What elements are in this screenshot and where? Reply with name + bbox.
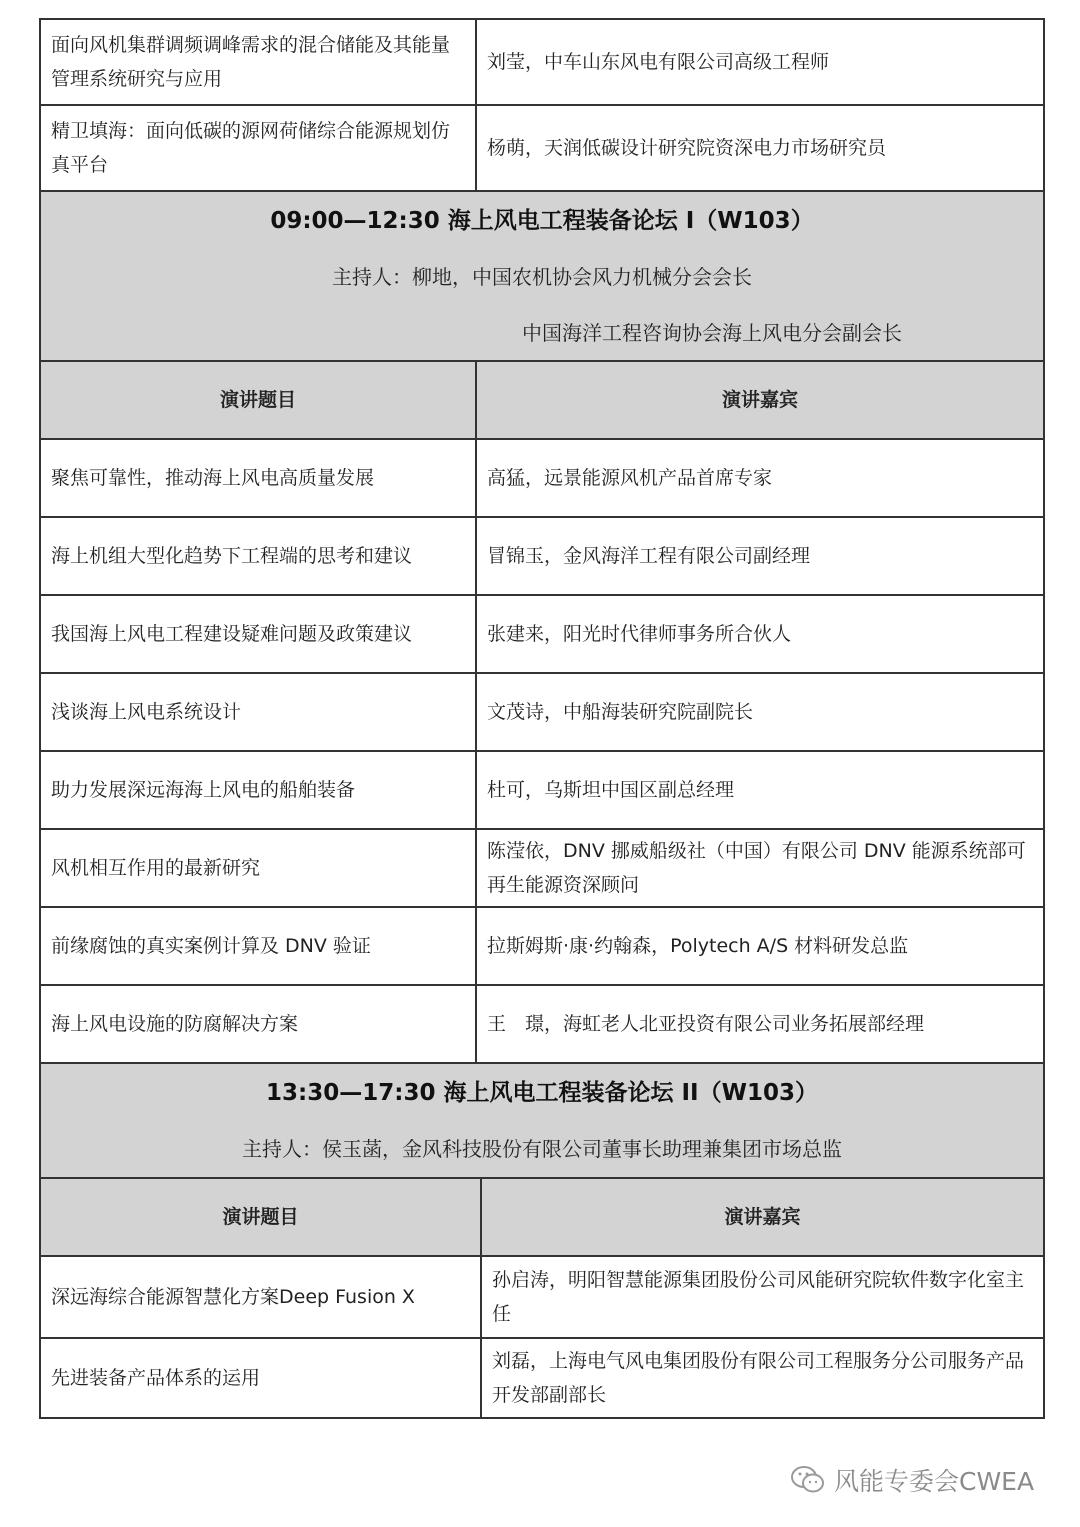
table-row [40, 829, 1044, 907]
table-row [40, 907, 1044, 985]
speaker-cell: 冒锦玉，金风海洋工程有限公司副经理 [476, 517, 1044, 595]
table-row [40, 1338, 1044, 1418]
wechat-icon [790, 1464, 826, 1496]
topic-cell: 面向风机集群调频调峰需求的混合储能及其能量管理系统研究与应用 [40, 19, 476, 105]
session-2-title: 13:30—17:30 海上风电工程装备论坛 II（W103） [266, 1079, 818, 1106]
table-row [40, 673, 1044, 751]
agenda-table-session-2 [39, 1177, 1045, 1419]
session-1-host-secondary: 中国海洋工程咨询协会海上风电分会副会长 [522, 321, 902, 345]
speaker-cell: 孙启涛，明阳智慧能源集团股份公司风能研究院软件数字化室主任 [481, 1256, 1044, 1338]
topic-cell: 精卫填海：面向低碳的源网荷储综合能源规划仿真平台 [40, 105, 476, 191]
topic-cell: 浅谈海上风电系统设计 [40, 673, 476, 751]
column-header-speaker: 演讲嘉宾 [476, 361, 1044, 439]
session-2-host: 主持人：侯玉菡，金风科技股份有限公司董事长助理兼集团市场总监 [242, 1136, 842, 1161]
table-row [40, 985, 1044, 1063]
table-row [40, 751, 1044, 829]
agenda-page [39, 18, 1043, 1419]
topic-cell: 我国海上风电工程建设疑难问题及政策建议 [40, 595, 476, 673]
topic-cell: 深远海综合能源智慧化方案Deep Fusion X [40, 1256, 481, 1338]
table-row [40, 439, 1044, 517]
session-2-banner [40, 1063, 1044, 1178]
session-1-banner [40, 191, 1044, 361]
session-1-host: 主持人：柳地，中国农机协会风力机械分会会长 [332, 265, 752, 289]
agenda-table-top [39, 18, 1045, 1179]
topic-cell: 海上机组大型化趋势下工程端的思考和建议 [40, 517, 476, 595]
speaker-cell: 拉斯姆斯·康·约翰森，Polytech A/S 材料研发总监 [476, 907, 1044, 985]
table-row [40, 1256, 1044, 1338]
speaker-cell: 文茂诗，中船海装研究院副院长 [476, 673, 1044, 751]
speaker-cell: 杨萌，天润低碳设计研究院资深电力市场研究员 [476, 105, 1044, 191]
topic-cell: 前缘腐蚀的真实案例计算及 DNV 验证 [40, 907, 476, 985]
speaker-cell: 王 璟，海虹老人北亚投资有限公司业务拓展部经理 [476, 985, 1044, 1063]
topic-cell: 海上风电设施的防腐解决方案 [40, 985, 476, 1063]
table-row [40, 105, 1044, 191]
column-header-row [40, 1178, 1044, 1256]
table-row [40, 595, 1044, 673]
watermark [790, 1462, 1034, 1498]
column-header-row [40, 361, 1044, 439]
session-1-title: 09:00—12:30 海上风电工程装备论坛 I（W103） [270, 208, 814, 234]
watermark-text: 风能专委会CWEA [834, 1467, 1035, 1496]
table-row [40, 517, 1044, 595]
speaker-cell: 杜可，乌斯坦中国区副总经理 [476, 751, 1044, 829]
topic-cell: 先进装备产品体系的运用 [40, 1338, 481, 1418]
topic-cell: 风机相互作用的最新研究 [40, 829, 476, 907]
session-header [40, 1063, 1044, 1178]
speaker-cell: 刘莹，中车山东风电有限公司高级工程师 [476, 19, 1044, 105]
topic-cell: 助力发展深远海海上风电的船舶装备 [40, 751, 476, 829]
speaker-cell: 张建来，阳光时代律师事务所合伙人 [476, 595, 1044, 673]
column-header-topic: 演讲题目 [40, 361, 476, 439]
column-header-topic: 演讲题目 [40, 1178, 481, 1256]
speaker-cell: 陈滢依，DNV 挪威船级社（中国）有限公司 DNV 能源系统部可再生能源资深顾问 [476, 829, 1044, 907]
topic-cell: 聚焦可靠性，推动海上风电高质量发展 [40, 439, 476, 517]
speaker-cell: 高猛，远景能源风机产品首席专家 [476, 439, 1044, 517]
session-header [40, 191, 1044, 361]
table-row [40, 19, 1044, 105]
column-header-speaker: 演讲嘉宾 [481, 1178, 1044, 1256]
speaker-cell: 刘磊，上海电气风电集团股份有限公司工程服务分公司服务产品开发部副部长 [481, 1338, 1044, 1418]
